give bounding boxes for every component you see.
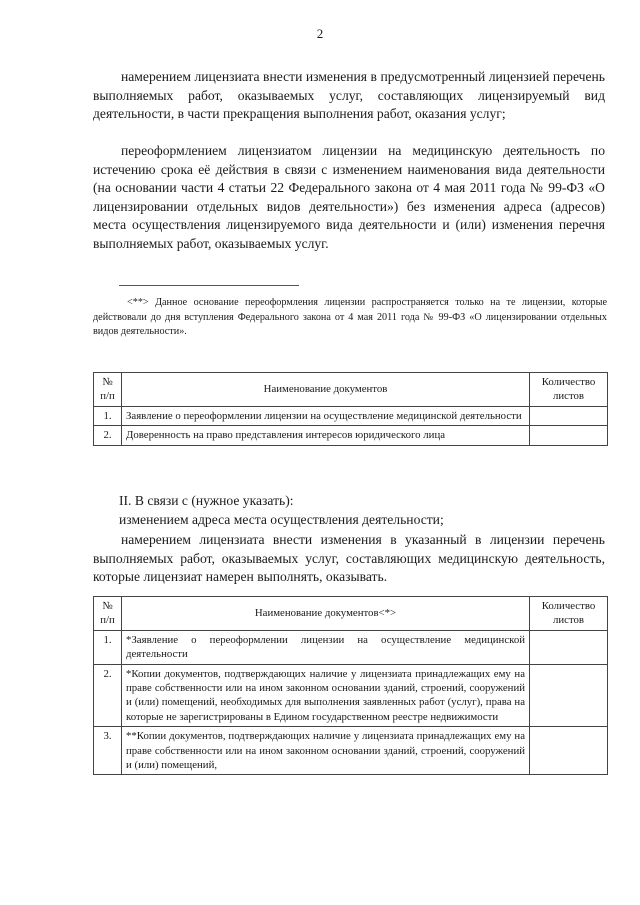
header-num: № п/п — [94, 373, 122, 407]
row-count[interactable] — [530, 664, 608, 727]
footnote: <**> Данное основание переоформления лицензии распространяется только на те лицензии, которые действовали до дня вступления Федерального закона от 4 мая 2011 года № 99-ФЗ «О лицензировании отдельных видов деятельности». — [93, 297, 607, 338]
row-num: 2. — [94, 664, 122, 727]
table-row — [94, 426, 608, 445]
row-name: **Копии документов, подтверждающих наличие у лицензиата принадлежащих ему на праве собственности или на ином законном основании зданий, строений, сооружений и (или) помещений, — [122, 727, 530, 775]
table-row — [94, 406, 608, 425]
table-row — [94, 630, 608, 664]
row-count[interactable] — [530, 426, 608, 445]
table-row — [94, 664, 608, 727]
row-num: 2. — [94, 426, 122, 445]
table-header-row — [94, 597, 608, 631]
paragraph-license-works-change: намерением лицензиата внести изменения в предусмотренный лицензией перечень выполняемых работ, оказываемых услуг, составляющих лицензируемый вид деятельности, в части прекращения выполнения работ, оказания услуг; — [93, 69, 605, 122]
header-name: Наименование документов<*> — [122, 597, 530, 631]
header-num: № п/п — [94, 597, 122, 631]
row-name: *Копии документов, подтверждающих наличие у лицензиата принадлежащих ему на праве собственности или на ином законном основании зданий, строений, сооружений и (или) помещений, необходимых для выполнения заявленных работ (услуг), права на которые не зарегистрированы в Едином государственном реестре недвижимости — [122, 664, 530, 727]
paragraph-license-expiry-renewal: переоформлением лицензиатом лицензии на медицинскую деятельность по истечению срока её действия в связи с изменением наименования вида деятельности (на основании части 4 статьи 22 Федерального закона от 4 мая 2011 года № 99-ФЗ «О лицензировании отдельных видов деятельности») без изменения адреса (адресов) места осуществления лицензируемого вида деятельности и (или) изменения перечня выполняемых работ, оказываемых услуг. — [93, 143, 605, 251]
section-2-title: II. В связи с (нужное указать): — [119, 493, 294, 508]
header-count: Количество листов — [530, 373, 608, 407]
row-count[interactable] — [530, 727, 608, 775]
header-name: Наименование документов — [122, 373, 530, 407]
page-number: 2 — [316, 26, 324, 41]
documents-table-1 — [93, 372, 608, 446]
table-row — [94, 727, 608, 775]
row-count[interactable] — [530, 406, 608, 425]
section-2-item-address: изменением адреса места осуществления деятельности; — [119, 512, 444, 527]
row-name: Заявление о переоформлении лицензии на осуществление медицинской деятельности — [122, 406, 530, 425]
row-name: Доверенность на право представления интересов юридического лица — [122, 426, 530, 445]
table-header-row — [94, 373, 608, 407]
section-2-item-works: намерением лицензиата внести изменения в указанный в лицензии перечень выполняемых работ, оказываемых услуг, составляющих медицинскую деятельность, которые лицензиат намерен выполнять, оказывать. — [93, 532, 605, 585]
footnote-separator — [119, 285, 299, 286]
documents-table-2 — [93, 596, 608, 775]
row-num: 1. — [94, 406, 122, 425]
row-num: 1. — [94, 630, 122, 664]
header-count: Количество листов — [530, 597, 608, 631]
row-num: 3. — [94, 727, 122, 775]
row-count[interactable] — [530, 630, 608, 664]
row-name: *Заявление о переоформлении лицензии на осуществление медицинской деятельности — [122, 630, 530, 664]
